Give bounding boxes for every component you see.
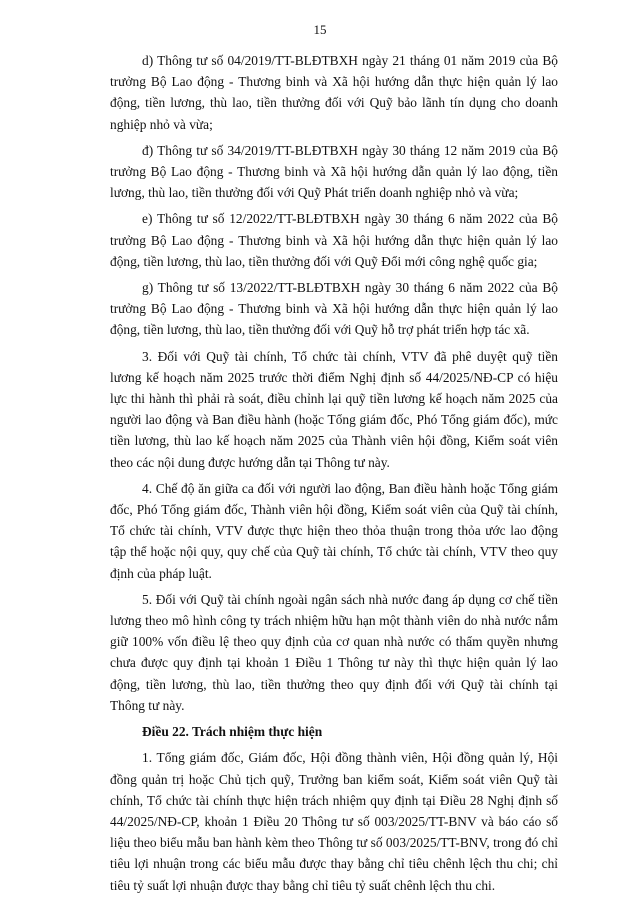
- page-number: 15: [313, 22, 327, 37]
- document-body: [110, 50, 558, 901]
- paragraph-clause-3: 3. Đối với Quỹ tài chính, Tổ chức tài chính, VTV đã phê duyệt quỹ tiền lương kế hoạch năm 2025 trước thời điểm Nghị định số 44/2025/NĐ-CP có hiệu lực thi hành thì phải rà soát, điều chỉnh lại quỹ tiền lương kế hoạch năm 2025 của người lao động và Ban điều hành (hoặc Tổng giám đốc, Phó Tổng giám đốc), mức tiền lương, thù lao kế hoạch năm 2025 của Thành viên hội đồng, Kiểm soát viên theo các nội dung được hướng dẫn tại Thông tư này.: [110, 348, 558, 470]
- paragraph-d: d) Thông tư số 04/2019/TT-BLĐTBXH ngày 21 tháng 01 năm 2019 của Bộ trưởng Bộ Lao động - Thương binh và Xã hội hướng dẫn thực hiện quản lý lao động, tiền lương, thù lao, tiền thưởng đối với Quỹ bảo lãnh tín dụng cho doanh nghiệp nhỏ và vừa;: [110, 53, 558, 132]
- paragraph-clause-5: 5. Đối với Quỹ tài chính ngoài ngân sách nhà nước đang áp dụng cơ chế tiền lương theo mô hình công ty trách nhiệm hữu hạn một thành viên do nhà nước nắm giữ 100% vốn điều lệ theo quy định của cơ quan nhà nước có thẩm quyền nhưng chưa được quy định tại khoản 1 Điều 1 Thông tư này thì thực hiện quản lý lao động, tiền lương, thù lao, tiền thưởng theo quy định đối với Quỹ tài chính tại Thông tư này.: [110, 591, 558, 713]
- paragraph-e: e) Thông tư số 12/2022/TT-BLĐTBXH ngày 30 tháng 6 năm 2022 của Bộ trưởng Bộ Lao động - Thương binh và Xã hội hướng dẫn thực hiện quản lý lao động, tiền lương, thù lao, tiền thưởng đối với Quỹ Đổi mới công nghệ quốc gia;: [110, 211, 558, 269]
- paragraph-clause-4: 4. Chế độ ăn giữa ca đối với người lao động, Ban điều hành hoặc Tổng giám đốc, Phó Tổng giám đốc, Thành viên hội đồng, Kiểm soát viên của Quỹ tài chính, Tổ chức tài chính, VTV được thực hiện theo thỏa thuận trong thỏa ước lao động tập thể hoặc nội quy, quy chế của Quỹ tài chính, Tổ chức tài chính, VTV theo quy định của pháp luật.: [110, 480, 558, 581]
- paragraph-dd: đ) Thông tư số 34/2019/TT-BLĐTBXH ngày 30 tháng 12 năm 2019 của Bộ trưởng Bộ Lao động - Thương binh và Xã hội hướng dẫn quản lý lao động, tiền lương, thù lao, tiền thưởng đối với Quỹ Phát triển doanh nghiệp nhỏ và vừa;: [110, 142, 558, 201]
- paragraph-g: g) Thông tư số 13/2022/TT-BLĐTBXH ngày 30 tháng 6 năm 2022 của Bộ trưởng Bộ Lao động - Thương binh và Xã hội hướng dẫn thực hiện quản lý lao động, tiền lương, thù lao, tiền thưởng đối với Quỹ hỗ trợ phát triển hợp tác xã.: [110, 280, 558, 338]
- article-22-heading: Điều 22. Trách nhiệm thực hiện: [142, 724, 323, 740]
- article-22-clause-1: 1. Tổng giám đốc, Giám đốc, Hội đồng thành viên, Hội đồng quản lý, Hội đồng quản trị hoặc Chủ tịch quỹ, Trưởng ban kiểm soát, Kiểm soát viên Quỹ tài chính, Tổ chức tài chính thực hiện trách nhiệm quy định tại Điều 28 Nghị định số 44/2025/NĐ-CP, khoản 1 Điều 20 Thông tư số 003/2025/TT-BNV và báo cáo số liệu theo biểu mẫu ban hành kèm theo Thông tư số 003/2025/TT-BNV, trong đó chỉ tiêu lợi nhuận trong các biểu mẫu được thay bằng chỉ tiêu chênh lệch thu chi; chỉ tiêu tỷ suất lợi nhuận được thay bằng chỉ tiêu tỷ suất chênh lệch thu chi.: [110, 750, 558, 893]
